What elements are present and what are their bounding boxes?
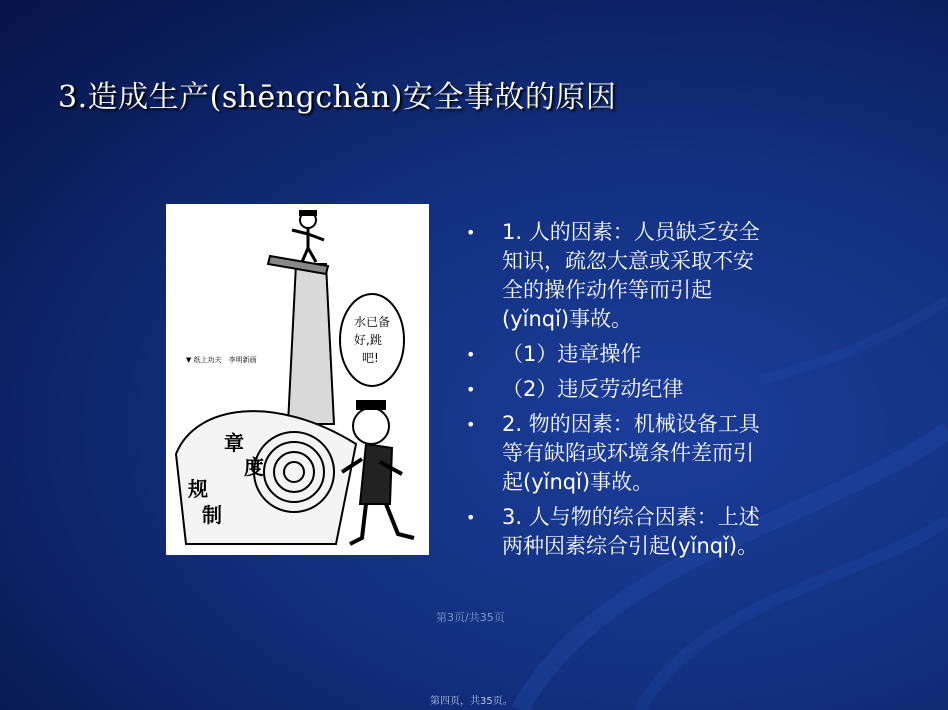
scroll-char-2: 章 [224, 431, 244, 455]
slide-title: 3.造成生产(shēngchǎn)安全事故的原因 [58, 80, 617, 115]
cartoon-caption: ▼ 纸上功夫 李明新画 [186, 356, 257, 364]
bullet-marker: • [466, 415, 476, 434]
bullet-marker: • [466, 380, 476, 399]
bullet-marker: • [466, 508, 476, 527]
bullet-text: （2）违反劳动纪律 [502, 377, 684, 401]
cartoon-illustration [166, 204, 429, 555]
man-figure [342, 400, 414, 544]
bullet-item [466, 218, 766, 334]
scroll-char-1: 规 [188, 477, 208, 501]
bullet-item [466, 375, 766, 404]
bullet-text: 3. 人与物的综合因素：上述两种因素综合引起(yǐnqǐ)。 [502, 505, 760, 558]
bubble-line-1: 水已备 [354, 315, 391, 329]
scroll-char-4: 度 [244, 455, 264, 479]
bullet-item [466, 503, 766, 561]
page-indicator: 第3页/共35页 [436, 611, 505, 624]
bullet-item [466, 340, 766, 369]
footer-note: 第四页，共35页。 [430, 696, 513, 707]
bullet-marker: • [466, 223, 476, 242]
diver-figure [292, 210, 324, 262]
bubble-line-3: 吧! [362, 351, 379, 365]
bullet-marker: • [466, 345, 476, 364]
bullet-item [466, 410, 766, 497]
bubble-line-2: 好,跳 [354, 333, 382, 347]
bullet-text: （1）违章操作 [502, 342, 642, 366]
bullet-text: 1. 人的因素：人员缺乏安全知识，疏忽大意或采取不安全的操作动作等而引起(yǐnqǐ)事故。 [502, 220, 760, 331]
scroll-char-3: 制 [202, 503, 222, 527]
bullet-list [466, 218, 766, 567]
bullet-text: 2. 物的因素：机械设备工具等有缺陷或环境条件差而引起(yǐnqǐ)事故。 [502, 412, 760, 494]
